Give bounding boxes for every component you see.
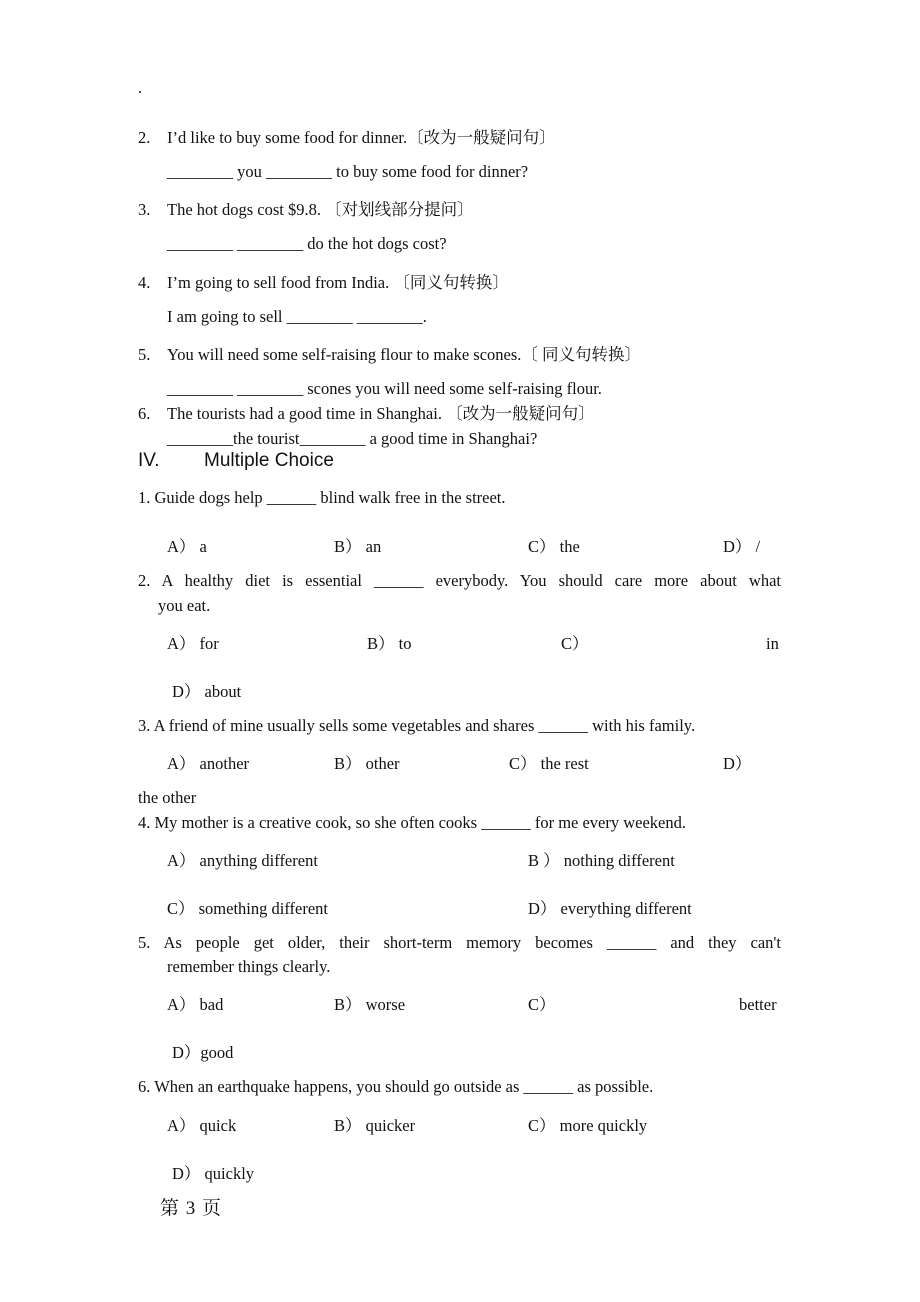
page-number: 第 3 页 — [160, 1198, 223, 1219]
option-c[interactable]: C） more quickly — [528, 1116, 648, 1135]
item-question: The hot dogs cost $9.8. 〔对划线部分提问〕 — [167, 200, 474, 219]
item-answer-line: ________ ________ scones you will need some self-raising flour. — [167, 379, 602, 398]
option-d[interactable]: D）good — [172, 1043, 234, 1062]
option-c[interactable]: C） — [561, 634, 589, 653]
option-c[interactable]: C） something different — [167, 899, 329, 918]
item-question: I’m going to sell food from India. 〔同义句转换〕 — [167, 273, 509, 292]
option-c[interactable]: C） the — [528, 537, 580, 556]
option-a[interactable]: A） bad — [167, 995, 224, 1014]
item-number: 6. — [138, 404, 151, 423]
option-a[interactable]: A） for — [167, 634, 219, 653]
item-question: You will need some self-raising flour to make scones.〔 同义句转换〕 — [167, 345, 642, 364]
option-b[interactable]: B） quicker — [334, 1116, 416, 1135]
option-b[interactable]: B ） nothing different — [528, 851, 675, 870]
top-mark: . — [138, 78, 143, 97]
option-d[interactable]: D） / — [723, 537, 761, 556]
item-number: 4. — [138, 273, 151, 292]
option-a[interactable]: A） another — [167, 754, 250, 773]
item-number: 2. — [138, 128, 151, 147]
item-answer-line: ________the tourist________ a good time in Shanghai? — [167, 429, 538, 448]
section-title: Multiple Choice — [204, 450, 334, 471]
question-text: 6. When an earthquake happens, you should go outside as ______ as possible. — [138, 1077, 654, 1096]
question-text-line2: remember things clearly. — [167, 957, 331, 976]
option-b[interactable]: B） an — [334, 537, 382, 556]
option-a[interactable]: A） quick — [167, 1116, 237, 1135]
option-b[interactable]: B） worse — [334, 995, 406, 1014]
question-text: 4. My mother is a creative cook, so she often cooks ______ for me every weekend. — [138, 813, 687, 832]
item-question: The tourists had a good time in Shanghai. 〔改为一般疑问句〕 — [167, 404, 595, 423]
item-answer-line: ________ you ________ to buy some food for dinner? — [167, 162, 529, 181]
question-text-line1: 2. A healthy diet is essential ______ everybody. You should care more about what — [138, 571, 781, 590]
option-d[interactable]: D） about — [172, 682, 242, 701]
option-a[interactable]: A） a — [167, 537, 207, 556]
option-d[interactable]: D） everything different — [528, 899, 692, 918]
option-d[interactable]: D） quickly — [172, 1164, 255, 1183]
item-number: 5. — [138, 345, 151, 364]
option-c-text: in — [766, 634, 779, 653]
item-question: I’d like to buy some food for dinner.〔改为一般疑问句〕 — [167, 128, 556, 147]
option-d[interactable]: D） — [723, 754, 752, 773]
option-c-text: better — [739, 995, 777, 1014]
section-numeral: IV. — [138, 450, 160, 471]
option-a[interactable]: A） anything different — [167, 851, 318, 870]
option-c[interactable]: C） the rest — [509, 754, 589, 773]
question-text-line2: you eat. — [158, 596, 211, 615]
question-text-line1: 5. As people get older, their short-term memory becomes ______ and they can't — [138, 933, 781, 952]
item-answer-line: ________ ________ do the hot dogs cost? — [167, 234, 447, 253]
option-b[interactable]: B） to — [367, 634, 412, 653]
option-d-text: the other — [138, 788, 197, 807]
question-text: 1. Guide dogs help ______ blind walk free in the street. — [138, 488, 506, 507]
option-b[interactable]: B） other — [334, 754, 400, 773]
item-answer-line: I am going to sell ________ ________. — [167, 307, 427, 326]
option-c[interactable]: C） — [528, 995, 556, 1014]
question-text: 3. A friend of mine usually sells some vegetables and shares ______ with his family. — [138, 716, 696, 735]
item-number: 3. — [138, 200, 151, 219]
